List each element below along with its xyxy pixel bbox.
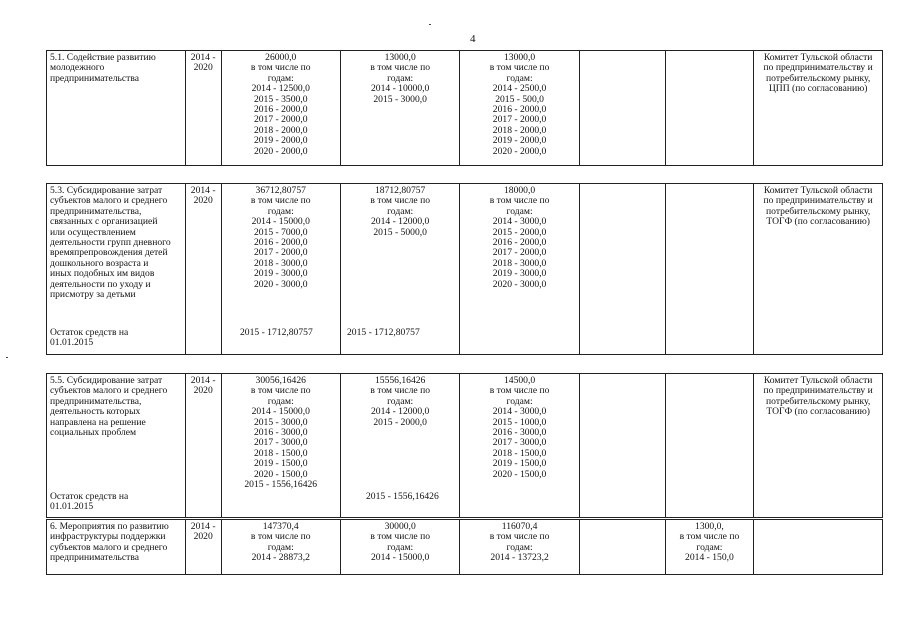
text-line: в том числе по — [489, 385, 550, 397]
text-line: связанных с организацией — [50, 216, 158, 228]
cell-years — [185, 374, 221, 518]
cell-other — [665, 184, 754, 355]
text-line: предпринимательства — [50, 72, 140, 84]
text-line: иных подобных им видов — [50, 268, 155, 280]
text-line: 2014 - 10000,0 — [370, 83, 430, 95]
text-line: 2018 - 3000,0 — [492, 257, 547, 269]
cell-years — [185, 520, 221, 575]
text-line: 2020 - 2000,0 — [492, 145, 547, 157]
text-line: 2020 — [193, 531, 213, 543]
text-line: 2014 - 12500,0 — [251, 83, 310, 95]
text-line: годам: — [506, 541, 533, 553]
cell-responsible — [754, 520, 883, 575]
text-line: субъектов малого и среднего — [50, 541, 168, 553]
text-line: 2017 - 3000,0 — [492, 437, 547, 449]
text-line: 2014 - 15000,0 — [251, 406, 310, 418]
remainder-label — [50, 492, 179, 513]
text-line: 01.01.2015 — [50, 337, 94, 349]
text-line: 2019 - 3000,0 — [253, 268, 308, 280]
text-line: годам: — [696, 541, 723, 553]
text-line: 2016 - 2000,0 — [492, 104, 547, 116]
remainder-federal: 2015 - 1712,80757 — [347, 327, 420, 338]
text-line: 2015 - 2000,0 — [492, 226, 547, 238]
text-line: годам: — [506, 395, 533, 407]
text-line: годам: — [506, 72, 533, 84]
text-line: в том числе по — [250, 385, 311, 397]
text-line: 26000,0 — [265, 52, 297, 63]
text-line: 2020 — [193, 62, 213, 74]
text-line: Остаток средств на — [50, 327, 129, 338]
text-line: 2014 - 3000,0 — [492, 406, 547, 418]
text-line: 2016 - 2000,0 — [492, 237, 547, 249]
remainder-total: 2015 - 1712,80757 — [240, 327, 313, 338]
text-line: деятельность которых — [50, 406, 141, 418]
text-line: годам: — [387, 541, 414, 553]
text-line: в том числе по — [370, 385, 430, 397]
text-line: дошкольного возраста и — [50, 257, 149, 269]
text-line: в том числе по — [370, 195, 430, 207]
text-line: в том числе по — [489, 195, 550, 207]
text-line: ТОГФ (по согласованию) — [766, 406, 870, 418]
text-line: 2017 - 3000,0 — [253, 437, 308, 449]
text-line: годам: — [387, 72, 414, 84]
text-line: Комитет Тульской области — [763, 375, 873, 386]
cell-total — [221, 51, 340, 166]
text-line: годам: — [267, 205, 294, 217]
text-line: 2014 - 2500,0 — [492, 83, 547, 95]
text-line: в том числе по — [250, 195, 311, 207]
text-line: 2015 - 5000,0 — [373, 226, 427, 238]
remainder-federal: 2015 - 1556,16426 — [366, 491, 439, 502]
text-line: Комитет Тульской области — [763, 52, 873, 63]
text-line: потребительскому рынку, — [766, 205, 871, 217]
text-line: 2016 - 2000,0 — [253, 104, 308, 116]
cell-description — [47, 51, 186, 166]
cell-responsible — [754, 374, 883, 518]
text-line: ТОГФ (по согласованию) — [766, 216, 870, 228]
text-line: в том числе по — [679, 531, 740, 543]
text-line: 01.01.2015 — [50, 501, 94, 513]
table-row-5-1 — [46, 50, 883, 166]
cell-local — [579, 520, 665, 575]
text-line: в том числе по — [489, 62, 550, 74]
text-line: 13000,0 — [503, 52, 536, 63]
text-line: в том числе по — [250, 531, 311, 543]
cell-years — [185, 184, 221, 355]
text-line: 2015 - 3000,0 — [253, 416, 308, 428]
text-line: потребительскому рынку, — [766, 395, 871, 407]
table-row-6 — [46, 519, 883, 575]
text-line: 2015 - 1000,0 — [492, 416, 547, 428]
text-line: годам: — [387, 395, 414, 407]
cell-other — [665, 51, 754, 166]
text-line: 2019 - 3000,0 — [492, 268, 547, 280]
scan-speck — [429, 24, 431, 25]
text-line: годам: — [267, 541, 294, 553]
text-line: по предпринимательству и — [763, 195, 873, 207]
text-line: 2014 - 28873,2 — [251, 552, 310, 564]
text-line: 18712,80757 — [374, 185, 426, 196]
text-line: 13000,0 — [384, 52, 416, 63]
text-line: деятельности по уходу и — [50, 278, 151, 290]
remainder-label — [50, 328, 179, 349]
cell-regional — [460, 184, 579, 355]
text-line: 2018 - 2000,0 — [253, 124, 308, 136]
text-line: 147370,4 — [262, 521, 299, 532]
text-line: в том числе по — [370, 531, 430, 543]
text-line: 2018 - 2000,0 — [492, 124, 547, 136]
cell-federal — [340, 520, 459, 575]
text-line: молодежного — [50, 62, 105, 74]
text-line: 30000,0 — [384, 521, 416, 532]
cell-federal — [340, 51, 459, 166]
text-line: 2014 - 13723,2 — [490, 552, 549, 564]
text-line: 2017 - 2000,0 — [492, 114, 547, 126]
cell-local — [579, 51, 665, 166]
text-line: 2014 - — [190, 185, 216, 196]
text-line: времяпрепровождения детей — [50, 247, 168, 259]
text-line: 5.5. Субсидирование затрат — [50, 375, 163, 386]
text-line: 5.3. Субсидирование затрат — [50, 185, 163, 196]
text-line: ЦПП (по согласованию) — [768, 83, 868, 95]
text-line: 2014 - 150,0 — [685, 552, 734, 564]
text-line: 116070,4 — [501, 521, 538, 532]
text-line: по предпринимательству и — [763, 385, 873, 397]
text-line: предпринимательства, — [50, 205, 142, 217]
text-line: 2020 - 3000,0 — [492, 278, 547, 290]
cell-other — [665, 520, 754, 575]
text-line: в том числе по — [250, 62, 311, 74]
text-line: 14500,0 — [503, 375, 536, 386]
text-line: 15556,16426 — [374, 375, 426, 386]
text-line: или осуществлением — [50, 226, 136, 238]
text-line: по предпринимательству и — [763, 62, 873, 74]
text-line: 2015 - 1556,16426 — [244, 479, 318, 491]
text-line: 36712,80757 — [255, 185, 306, 196]
text-line: предпринимательства, — [50, 395, 142, 407]
text-line: 2017 - 2000,0 — [492, 247, 547, 259]
cell-total — [221, 374, 340, 518]
text-line: 2017 - 2000,0 — [253, 114, 308, 126]
text-line: годам: — [267, 72, 294, 84]
text-line: 2016 - 3000,0 — [492, 427, 547, 439]
text-line: годам: — [387, 205, 414, 217]
text-line: годам: — [506, 205, 533, 217]
text-line: 2015 - 500,0 — [495, 93, 544, 105]
scan-speck — [6, 357, 8, 358]
cell-other — [665, 374, 754, 518]
text-line: 2018 - 3000,0 — [253, 257, 308, 269]
text-line: 2015 - 3000,0 — [373, 93, 427, 105]
cell-total — [221, 520, 340, 575]
text-line: 1300,0, — [695, 521, 724, 532]
text-line: годам: — [267, 395, 294, 407]
text-line: 2019 - 1500,0 — [253, 458, 308, 470]
cell-regional — [460, 374, 579, 518]
text-line: 2014 - — [190, 52, 216, 63]
cell-local — [579, 374, 665, 518]
text-line: 2014 - 15000,0 — [370, 552, 430, 564]
text-line: 2020 — [193, 195, 213, 207]
text-line: Остаток средств на — [50, 491, 129, 502]
cell-description — [47, 520, 186, 575]
cell-regional — [460, 520, 579, 575]
text-line: субъектов малого и среднего — [50, 385, 168, 397]
text-line: направлена на решение — [50, 416, 146, 428]
text-line: 2014 - — [190, 521, 216, 532]
text-line: 2020 - 1500,0 — [492, 468, 547, 480]
text-line: 2020 - 3000,0 — [253, 278, 308, 290]
text-line: 2019 - 2000,0 — [492, 135, 547, 147]
text-line: 2020 — [193, 385, 213, 397]
text-line: в том числе по — [370, 62, 430, 74]
cell-responsible — [754, 184, 883, 355]
text-line: 2014 - 3000,0 — [492, 216, 547, 228]
text-line: 2019 - 1500,0 — [492, 458, 547, 470]
text-line: 2015 - 3500,0 — [253, 93, 308, 105]
text-line: субъектов малого и среднего — [50, 195, 168, 207]
cell-regional — [460, 51, 579, 166]
page-number: 4 — [470, 33, 476, 45]
text-line: 2019 - 2000,0 — [253, 135, 308, 147]
text-line: потребительскому рынку, — [766, 72, 871, 84]
text-line: 2016 - 3000,0 — [253, 427, 308, 439]
text-line: 5.1. Содействие развитию — [50, 52, 156, 63]
text-line: социальных проблем — [50, 427, 137, 439]
text-line: 2017 - 2000,0 — [253, 247, 308, 259]
cell-responsible — [754, 51, 883, 166]
text-line: 6. Мероприятия по развитию — [50, 521, 169, 532]
text-line: 2020 - 2000,0 — [253, 145, 308, 157]
text-line: 2020 - 1500,0 — [253, 468, 308, 480]
text-line: 2014 - — [190, 375, 216, 386]
text-line: в том числе по — [489, 531, 550, 543]
text-line: 2014 - 12000,0 — [370, 216, 430, 228]
cell-local — [579, 184, 665, 355]
cell-years — [185, 51, 221, 166]
text-line: деятельности групп дневного — [50, 237, 171, 249]
text-line: присмотру за детьми — [50, 289, 136, 301]
text-line: 2018 - 1500,0 — [492, 447, 547, 459]
text-line: 2014 - 12000,0 — [370, 406, 430, 418]
text-line: предпринимательства — [50, 552, 140, 564]
text-line: 2014 - 15000,0 — [251, 216, 310, 228]
text-line: 2015 - 2000,0 — [373, 416, 427, 428]
text-line: 2015 - 7000,0 — [253, 226, 308, 238]
text-line: Комитет Тульской области — [763, 185, 873, 196]
text-line: 2016 - 2000,0 — [253, 237, 308, 249]
text-line: 2018 - 1500,0 — [253, 447, 308, 459]
text-line: 30056,16426 — [255, 375, 306, 386]
text-line: инфраструктуры поддержки — [50, 531, 166, 543]
text-line: 18000,0 — [503, 185, 536, 196]
